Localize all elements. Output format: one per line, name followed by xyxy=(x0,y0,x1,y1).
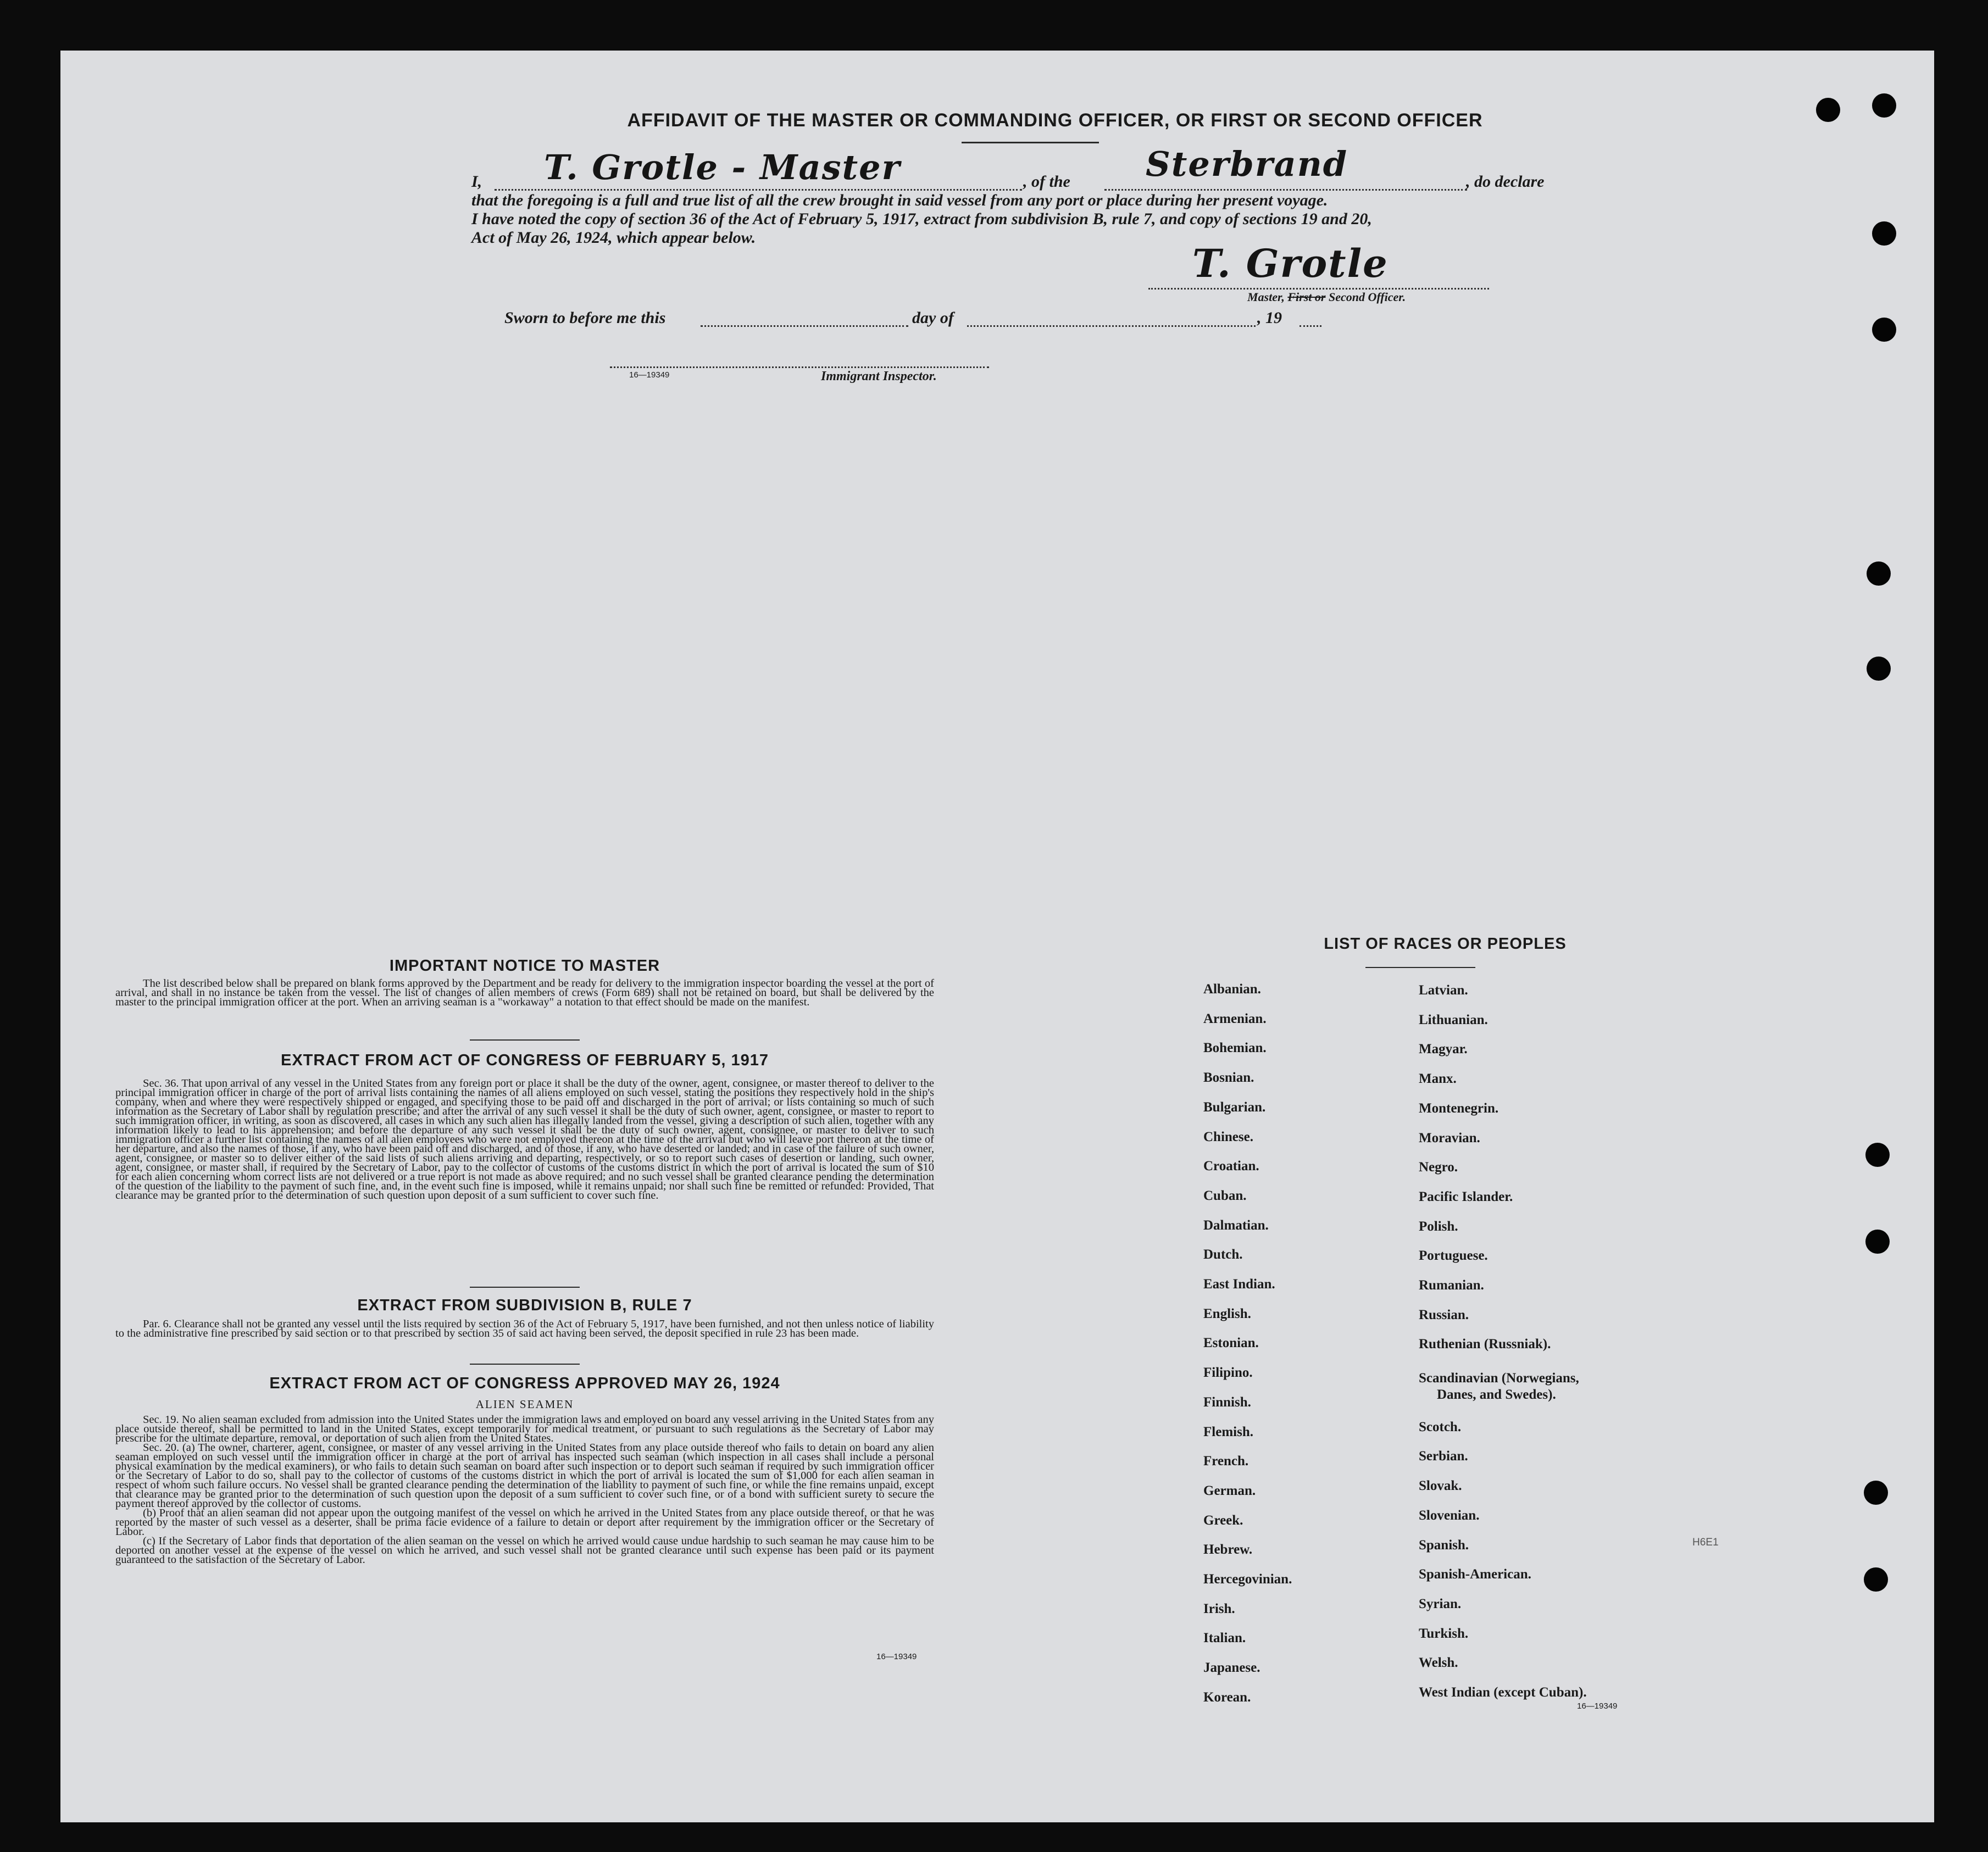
affidavit-line1-prefix: I, xyxy=(471,173,482,191)
sworn-year: , 19 xyxy=(1257,309,1282,327)
race-item: Portuguese. xyxy=(1419,1248,1488,1264)
affidavit-title: AFFIDAVIT OF THE MASTER OR COMMANDING OFFICER, OR FIRST OR SECOND OFFICER xyxy=(627,110,1483,131)
notice-title: IMPORTANT NOTICE TO MASTER xyxy=(389,957,660,975)
sworn-day-label: day of xyxy=(912,309,954,327)
extract-1924-subtitle: ALIEN SEAMEN xyxy=(475,1398,574,1411)
affidavit-line3: I have noted the copy of section 36 of the Act of February 5, 1917, extract from subdivision B, rule 7, and copy of sections 19 and 20, xyxy=(471,210,1372,228)
inspector-caption: Immigrant Inspector. xyxy=(821,369,937,383)
race-item: Pacific Islander. xyxy=(1419,1189,1513,1204)
race-item: Spanish. xyxy=(1419,1537,1469,1553)
race-item: Syrian. xyxy=(1419,1596,1462,1611)
rule-2 xyxy=(470,1287,580,1288)
extract-1917-body: Sec. 36. That upon arrival of any vessel in the United States from any foreign port or place it shall be the duty of the owner, agent, consignee, or master thereof to deliver to the principal immigration officer in charge of the port of arrival lists containing the names of all aliens employed on such vessel, stating the positions they respectively hold in the ship's company, when and where they were respectively shipped or engaged, and specifying those to be paid off and discharged in the port of arrival; or lists containing so much of such information as the Secretary of Labor shall by regulation prescribe; and after the arrival of any such vessel it shall be the duty of such owner, agent, consignee, or master to report to such immigration officer, in writing, as soon as discovered, all cases in which any such alien has illegally landed from the vessel, giving a description of such alien, together with any information likely to lead to his apprehension; and before the departure of any such vessel it shall be the duty of such owner, agent, consignee, or master to deliver to such immigration officer a further list containing the names of all alien employees who were not employed thereon at the time of the arrival but who will leave port thereon at the time of her departure, and also the names of those, if any, who have been paid off and discharged, and of those, if any, who have deserted or landed; and in case of the failure of such owner, agent, consignee, or master so to deliver either of the said lists of such aliens arriving and departing, respectively, or so to report such cases of desertion or landing, such owner, agent, consignee, or master shall, if required by the Secretary of Labor, pay to the collector of customs of the customs district in which the port of arrival is located the sum of $10 for each alien concerning whom correct lists are not delivered or a true report is not made as above required; and no such vessel shall be granted clearance pending the determination of the question of the liability to the payment of such fine, and, in the event such fine is imposed, while it remains unpaid; nor shall such fine be remitted or refunded: Provided, That clearance may be granted prior to the determination of such question upon deposit of a sum sufficient to cover such fine. xyxy=(115,1077,934,1202)
inspector-line xyxy=(610,366,989,368)
race-item: Moravian. xyxy=(1419,1130,1480,1145)
punch-hole xyxy=(1865,1143,1890,1167)
punch-hole xyxy=(1865,1230,1890,1254)
race-item: Negro. xyxy=(1419,1160,1458,1175)
races-title: LIST OF RACES OR PEOPLES xyxy=(1324,935,1567,953)
affidavit-line2: that the foregoing is a full and true list of all the crew brought in said vessel from any port or place during her present voyage. xyxy=(471,191,1328,209)
race-item: Korean. xyxy=(1203,1689,1251,1705)
race-item: Filipino. xyxy=(1203,1365,1253,1381)
race-item: German. xyxy=(1203,1483,1256,1498)
race-item: Hebrew. xyxy=(1203,1542,1253,1558)
race-item: Scandinavian (Norwegians, xyxy=(1419,1371,1579,1386)
extract-1924-title: EXTRACT FROM ACT OF CONGRESS APPROVED MAY 26, 1924 xyxy=(269,1375,780,1392)
race-item: Montenegrin. xyxy=(1419,1100,1499,1116)
race-item: Croatian. xyxy=(1203,1159,1259,1174)
rule7-title: EXTRACT FROM SUBDIVISION B, RULE 7 xyxy=(357,1297,692,1314)
notice-body: The list described below shall be prepared on blank forms approved by the Department and be ready for delivery to the immigration inspector boarding the vessel at the port of arrival, and shall in no instance be taken from the vessel. The list of changes of alien members of crews (Form 689) shall not be retained on board, but shall be delivered by the master to the principal immigration officer at the port. When an arriving seaman is a "workaway" a notation to that effect should be made on the manifest. xyxy=(115,977,934,1008)
race-item: Greek. xyxy=(1203,1512,1243,1528)
race-item: French. xyxy=(1203,1454,1249,1469)
punch-hole xyxy=(1864,1567,1888,1592)
sworn-month-line xyxy=(967,325,1256,327)
race-item: Latvian. xyxy=(1419,983,1468,998)
race-item: Slovak. xyxy=(1419,1478,1462,1494)
affidavit-form-number: 16—19349 xyxy=(629,370,670,380)
punch-hole xyxy=(1872,93,1896,118)
race-item: Polish. xyxy=(1419,1219,1458,1234)
race-item: Dutch. xyxy=(1203,1247,1243,1263)
race-item: Scotch. xyxy=(1419,1419,1462,1434)
signature-line xyxy=(1148,288,1489,290)
race-item: West Indian (except Cuban). xyxy=(1419,1685,1587,1700)
race-item: Lithuanian. xyxy=(1419,1012,1488,1027)
race-item: Chinese. xyxy=(1203,1129,1253,1144)
race-item: Bohemian. xyxy=(1203,1041,1267,1056)
extract-1924-form-number: 16—19349 xyxy=(876,1652,917,1661)
race-item: Irish. xyxy=(1203,1601,1235,1616)
race-item: Manx. xyxy=(1419,1071,1457,1087)
race-item: Magyar. xyxy=(1419,1042,1468,1057)
races-rule xyxy=(1365,967,1475,968)
rule-3 xyxy=(470,1364,580,1365)
signature-caption: Master, First or Second Officer. xyxy=(1247,290,1406,304)
affidavit-line1-end: , do declare xyxy=(1466,173,1545,191)
handwritten-master-name: T. Grotle - Master xyxy=(544,147,901,187)
race-item: Ruthenian (Russniak). xyxy=(1419,1337,1551,1352)
title-rule xyxy=(962,142,1099,143)
vessel-line xyxy=(1104,189,1467,191)
extract-1924-body: Sec. 19. No alien seaman excluded from admission into the United States under the immigration laws and employed on board any vessel arriving in the United States from any place outside thereof, shall be permitted to land in the United States, except temporarily for medical treatment, or pursuant to such regulations as the Secretary of Labor may prescribe for the ultimate departure, removal, or deportation of such alien from the United States. Sec. 20. (a) The owner, charterer, agent, consignee, or master of any vessel arriving in the United States from any place outside thereof who fails to detain on board any alien seaman employed on such vessel until the immigration officer in charge at the port of arrival has inspected such seaman (which inspection in all cases shall include a personal physical examination by the medical examiners), or who fails to detain such seaman on board after such inspection or to deport such seaman if required by such immigration officer or the Secretary of Labor to do so, shall pay to the collector of customs of the customs district in which the port of arrival is located the sum of $1,000 for each alien seaman in respect of whom such failure occurs. No vessel shall be granted clearance pending the determination of the liability to payment of such fine, or while the fine remains unpaid, except that clearance may be granted prior to the determination of such question upon the deposit of a sum sufficient to cover such fine, or of a bond with sufficient surety to secure the payment thereof approved by the collector of customs. (b) Proof that an alien seaman did not appear upon the outgoing manifest of the vessel on which he arrived in the United States from any place outside thereof, or that he was reported by the master of such vessel as a deserter, shall be prima facie evidence of a failure to detain or deport after requirement by the immigration officer or the Secretary of Labor. (c) If the Secretary of Labor finds that deportation of the alien seaman on the vessel on which he arrived would cause undue hardship to such seaman he may cause him to be deported on another vessel at the expense of the vessel on which he arrived, and such vessel shall not be granted clearance until such expense has been paid or its payment guaranteed to the satisfaction of the Secretary of Labor. xyxy=(115,1414,934,1566)
race-item: Slovenian. xyxy=(1419,1508,1480,1523)
race-item: Turkish. xyxy=(1419,1626,1469,1641)
punch-hole xyxy=(1872,221,1896,246)
race-item: Japanese. xyxy=(1203,1660,1260,1676)
sworn-year-line xyxy=(1300,325,1321,327)
race-item: Cuban. xyxy=(1203,1188,1247,1203)
rule-1 xyxy=(470,1039,580,1041)
race-item: Russian. xyxy=(1419,1307,1469,1322)
extract-1917-title: EXTRACT FROM ACT OF CONGRESS OF FEBRUARY 5, 1917 xyxy=(280,1052,769,1069)
race-item: Welsh. xyxy=(1419,1655,1458,1671)
race-item: English. xyxy=(1203,1306,1251,1321)
race-item: Dalmatian. xyxy=(1203,1217,1269,1233)
races-form-number: 16—19349 xyxy=(1577,1701,1618,1711)
race-item: Albanian. xyxy=(1203,982,1261,997)
race-item: East Indian. xyxy=(1203,1277,1275,1292)
sworn-prefix: Sworn to before me this xyxy=(504,309,666,327)
race-item: Danes, and Swedes). xyxy=(1437,1387,1556,1402)
document-sheet xyxy=(60,51,1934,1822)
sworn-day-line xyxy=(701,325,908,327)
race-item: Hercegovinian. xyxy=(1203,1572,1292,1587)
punch-hole xyxy=(1867,657,1891,681)
rule7-body: Par. 6. Clearance shall not be granted any vessel until the lists required by section 36 of the Act of February 5, 1917, have been furnished, and not then unless notice of liability to the administrative fine prescribed by said section or to that prescribed by section 35 of said act having been served, the deposit specified in rule 23 has been made. xyxy=(115,1318,934,1339)
race-item: Rumanian. xyxy=(1419,1278,1484,1293)
race-item: Serbian. xyxy=(1419,1449,1468,1464)
race-item: Flemish. xyxy=(1203,1424,1253,1439)
handwritten-vessel-name: Sterbrand xyxy=(1146,144,1348,184)
race-item: Estonian. xyxy=(1203,1336,1259,1351)
race-item: Finnish. xyxy=(1203,1394,1251,1410)
affidavit-line4: Act of May 26, 1924, which appear below. xyxy=(471,229,756,247)
handwritten-signature: T. Grotle xyxy=(1192,241,1389,286)
affidavit-line1-mid: , of the xyxy=(1023,173,1070,191)
name-line xyxy=(495,189,1022,191)
punch-hole xyxy=(1816,98,1840,122)
race-item: Italian. xyxy=(1203,1631,1246,1646)
margin-mark: H6E1 xyxy=(1692,1537,1719,1548)
punch-hole xyxy=(1864,1481,1888,1505)
race-item: Armenian. xyxy=(1203,1011,1267,1026)
race-item: Bulgarian. xyxy=(1203,1099,1266,1115)
race-item: Spanish-American. xyxy=(1419,1567,1531,1582)
punch-hole xyxy=(1872,318,1896,342)
punch-hole xyxy=(1867,561,1891,586)
race-item: Bosnian. xyxy=(1203,1070,1254,1086)
